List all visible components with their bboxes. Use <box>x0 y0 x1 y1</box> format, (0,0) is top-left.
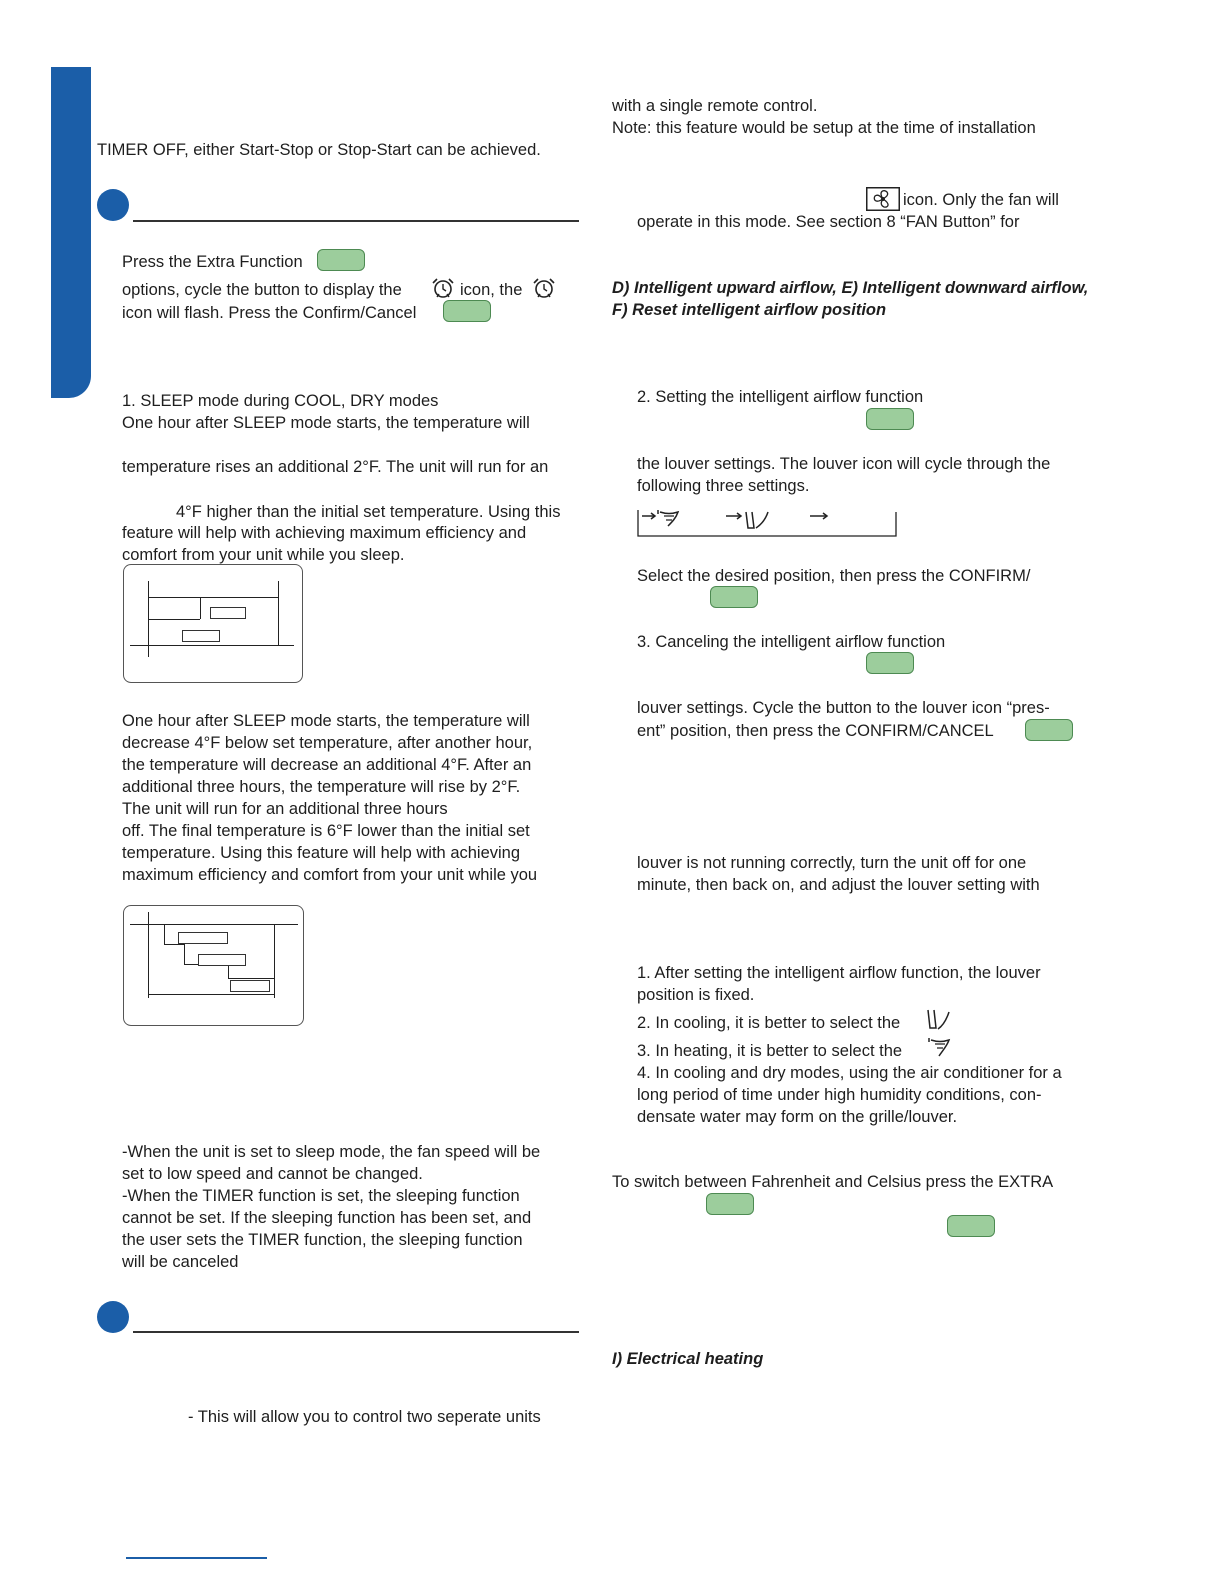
single-remote-text: with a single remote control. <box>612 97 818 115</box>
sleep2-line: maximum efficiency and comfort from your unit while you <box>122 866 538 884</box>
tip-line: long period of time under high humidity conditions, con- <box>637 1086 1042 1104</box>
louver-text: following three settings. <box>637 477 810 495</box>
fan-operate-text: operate in this mode. See section 8 “FAN Button” for <box>637 213 1020 231</box>
note-line: the user sets the TIMER function, the sleeping function <box>122 1231 523 1249</box>
press-extra-text: Press the Extra Function <box>122 253 303 271</box>
confirm-cancel-button <box>443 300 491 322</box>
not-running-text: louver is not running correctly, turn the unit off for one <box>637 854 1027 872</box>
tip-line: 3. In heating, it is better to select the <box>637 1042 903 1060</box>
sleep2-line: The unit will run for an additional three hours <box>122 800 448 818</box>
airflow-button <box>866 408 914 430</box>
airflow-button <box>866 652 914 674</box>
select-desired-text: Select the desired position, then press the CONFIRM/ <box>637 567 1031 585</box>
note-line: set to low speed and cannot be changed. <box>122 1165 423 1183</box>
note-line: -When the TIMER function is set, the sleeping function <box>122 1187 520 1205</box>
section-rule <box>133 220 579 222</box>
sleep1-title: 1. SLEEP mode during COOL, DRY modes <box>122 392 439 410</box>
setup-note-text: Note: this feature would be setup at the time of installation <box>612 119 1036 137</box>
sleep1-line: feature will help with achieving maximum efficiency and <box>122 524 527 542</box>
note-line: will be canceled <box>122 1253 239 1271</box>
side-tab <box>51 67 91 398</box>
cancel-text: louver settings. Cycle the button to the louver icon “pres- <box>637 699 1050 717</box>
fan-icon-text: icon. Only the fan will <box>903 191 1059 209</box>
louver-text: the louver settings. The louver icon will cycle through the <box>637 455 1051 473</box>
section-rule <box>133 1331 579 1333</box>
confirm-cancel-button <box>947 1215 995 1237</box>
timer-off-line: TIMER OFF, either Start-Stop or Stop-Start can be achieved. <box>97 141 541 159</box>
footer-rule <box>126 1557 267 1559</box>
louver-down-icon <box>925 1008 951 1032</box>
options-text-b: icon, the <box>460 281 523 299</box>
sleep1-line: temperature rises an additional 2°F. The unit will run for an <box>122 458 549 476</box>
louver-cycle-diagram <box>636 504 898 540</box>
tip-line: 4. In cooling and dry modes, using the air conditioner for a <box>637 1064 1062 1082</box>
note-line: -When the unit is set to sleep mode, the fan speed will be <box>122 1143 541 1161</box>
options-text-a: options, cycle the button to display the <box>122 281 402 299</box>
airflow-heading: D) Intelligent upward airflow, E) Intelligent downward airflow, <box>612 279 1089 297</box>
sleep2-line: temperature. Using this feature will help with achieving <box>122 844 521 862</box>
tip-line: densate water may form on the grille/louver. <box>637 1108 958 1126</box>
sleep2-line: off. The final temperature is 6°F lower than the initial set <box>122 822 530 840</box>
tip-line: 1. After setting the intelligent airflow function, the louver <box>637 964 1041 982</box>
note-line: cannot be set. If the sleeping function has been set, and <box>122 1209 532 1227</box>
louver-up-icon <box>926 1036 952 1060</box>
alarm-clock-icon <box>430 277 456 299</box>
sleep2-line: decrease 4°F below set temperature, after another hour, <box>122 734 533 752</box>
tip-line: position is fixed. <box>637 986 755 1004</box>
flash-text: icon will flash. Press the Confirm/Cancel <box>122 304 417 322</box>
tip-line: 2. In cooling, it is better to select the <box>637 1014 901 1032</box>
confirm-cancel-button <box>710 586 758 608</box>
alarm-clock-icon <box>531 277 557 299</box>
switch-units-text: To switch between Fahrenheit and Celsius press the EXTRA <box>612 1173 1054 1191</box>
not-running-text: minute, then back on, and adjust the louver setting with <box>637 876 1040 894</box>
confirm-cancel-button <box>1025 719 1073 741</box>
electrical-heating-heading: I) Electrical heating <box>612 1350 764 1368</box>
sleep1-line: 4°F higher than the initial set temperature. Using this <box>176 503 561 521</box>
section-marker <box>97 189 129 221</box>
cancel-text: ent” position, then press the CONFIRM/CANCEL <box>637 722 994 740</box>
cancel-airflow-title: 3. Canceling the intelligent airflow function <box>637 633 946 651</box>
sleep2-line: One hour after SLEEP mode starts, the temperature will <box>122 712 530 730</box>
section-marker <box>97 1301 129 1333</box>
sleep2-line: additional three hours, the temperature will rise by 2°F. <box>122 778 521 796</box>
sleep-cool-diagram <box>123 564 303 683</box>
two-units-text: - This will allow you to control two seperate units <box>188 1408 541 1426</box>
fan-icon <box>866 187 900 211</box>
sleep1-line: One hour after SLEEP mode starts, the temperature will <box>122 414 530 432</box>
extra-function-button <box>706 1193 754 1215</box>
airflow-heading: F) Reset intelligent airflow position <box>612 301 887 319</box>
sleep-heat-diagram <box>123 905 304 1026</box>
extra-function-button <box>317 249 365 271</box>
sleep1-line: comfort from your unit while you sleep. <box>122 546 405 564</box>
setting-airflow-title: 2. Setting the intelligent airflow function <box>637 388 924 406</box>
sleep2-line: the temperature will decrease an additional 4°F. After an <box>122 756 532 774</box>
